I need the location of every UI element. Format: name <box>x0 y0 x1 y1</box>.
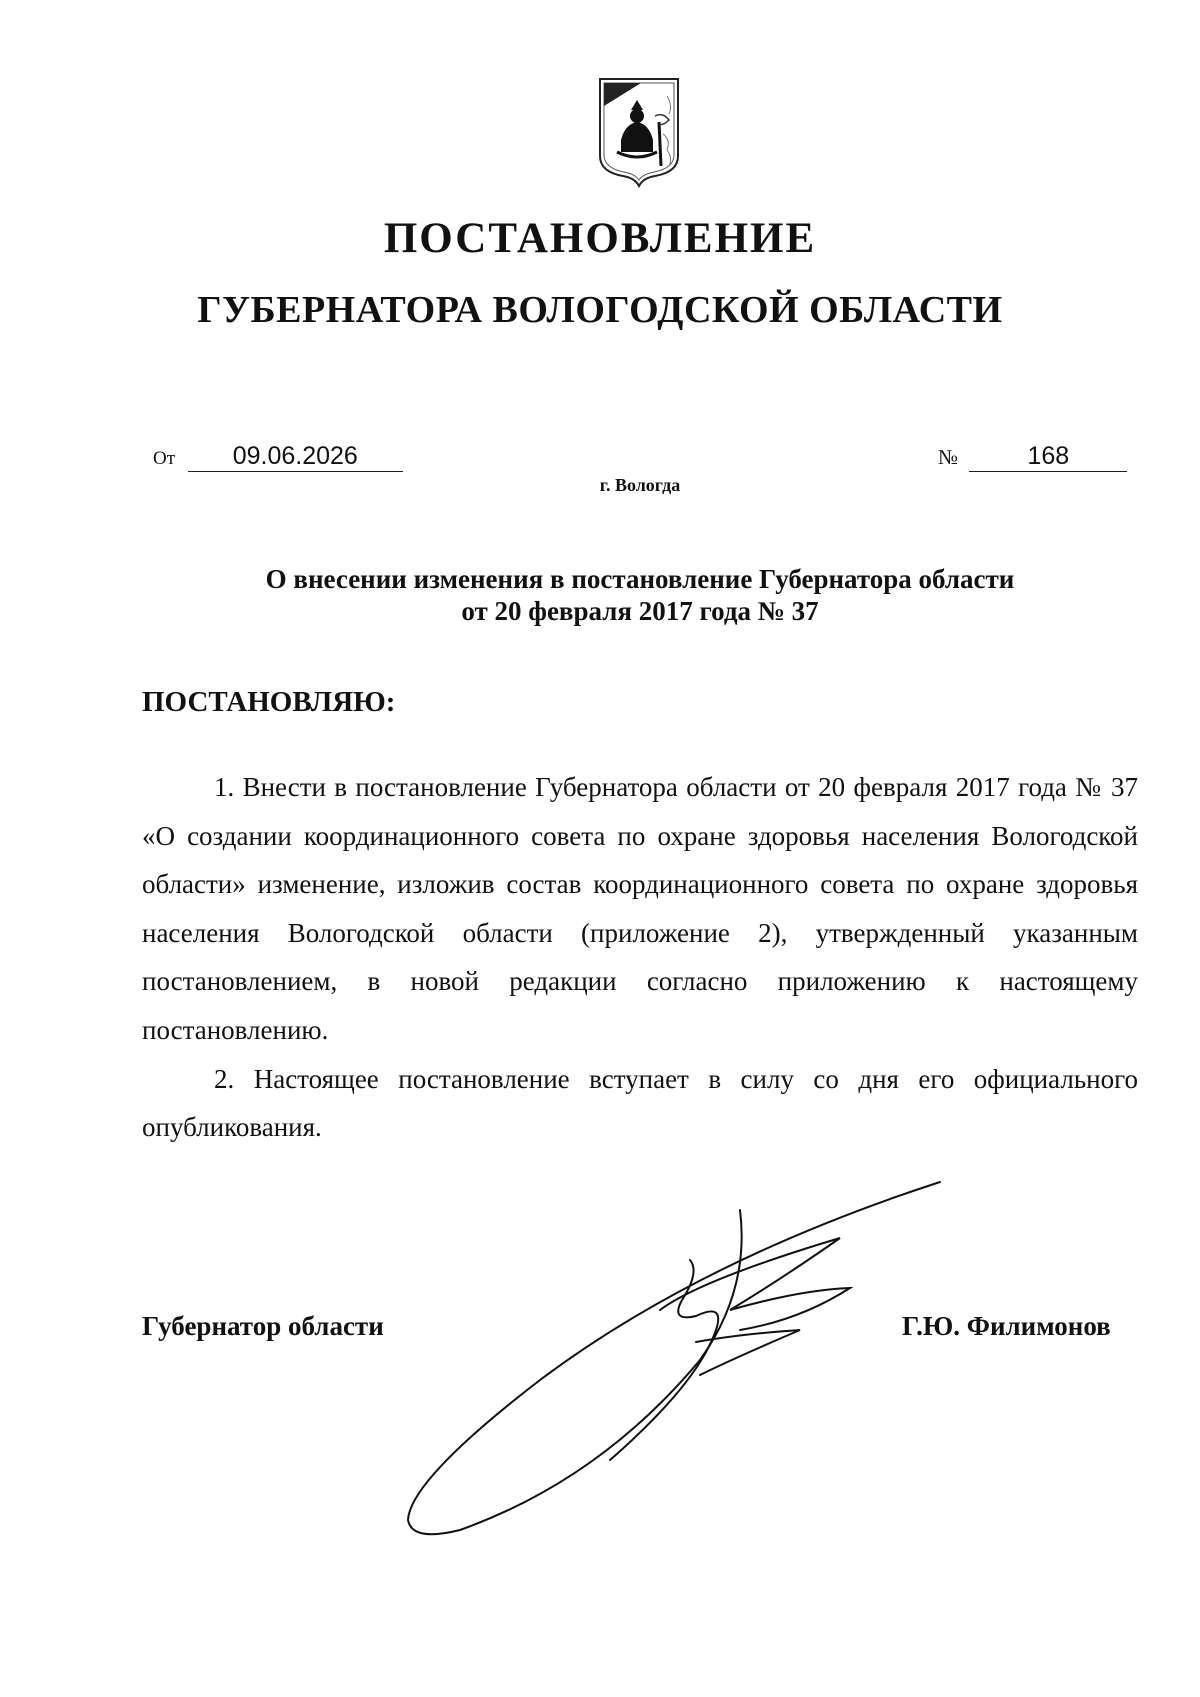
document-subject <box>0 563 1200 627</box>
subject-line-2: от 20 февраля 2017 года № 37 <box>461 596 819 626</box>
handwritten-signature <box>400 1180 960 1540</box>
subject-line-1: О внесении изменения в постановление Губернатора области <box>265 564 1015 594</box>
document-number: 168 <box>969 441 1127 472</box>
paragraph-1: 1. Внести в постановление Губернатора области от 20 февраля 2017 года № 37 «О создании координационного совета по охране здоровья населения Вологодской области» изменение, изложив состав координационного совета по охране здоровья населения Вологодской области (приложение 2), утвержденный указанным постановлением, в новой редакции согласно приложению к настоящему постановлению. <box>142 772 1138 1045</box>
decree-word: ПОСТАНОВЛЯЮ: <box>142 686 396 718</box>
signatory-role: Губернатор области <box>142 1311 384 1341</box>
city-label: г. Вологда <box>599 475 681 495</box>
document-subtitle: ГУБЕРНАТОРА ВОЛОГОДСКОЙ ОБЛАСТИ <box>197 289 1003 331</box>
date-prefix: От <box>153 448 176 469</box>
coat-of-arms-icon <box>597 76 681 188</box>
number-row <box>938 441 1127 472</box>
signatory-name: Г.Ю. Филимонов <box>902 1311 1111 1341</box>
number-prefix: № <box>938 445 959 469</box>
document-date: 09.06.2026 <box>188 441 403 472</box>
date-row <box>153 441 403 472</box>
document-body <box>142 763 1138 1152</box>
paragraph-2: 2. Настоящее постановление вступает в силу со дня его официального опубликования. <box>142 1063 1138 1143</box>
document-title: ПОСТАНОВЛЕНИЕ <box>383 215 817 262</box>
